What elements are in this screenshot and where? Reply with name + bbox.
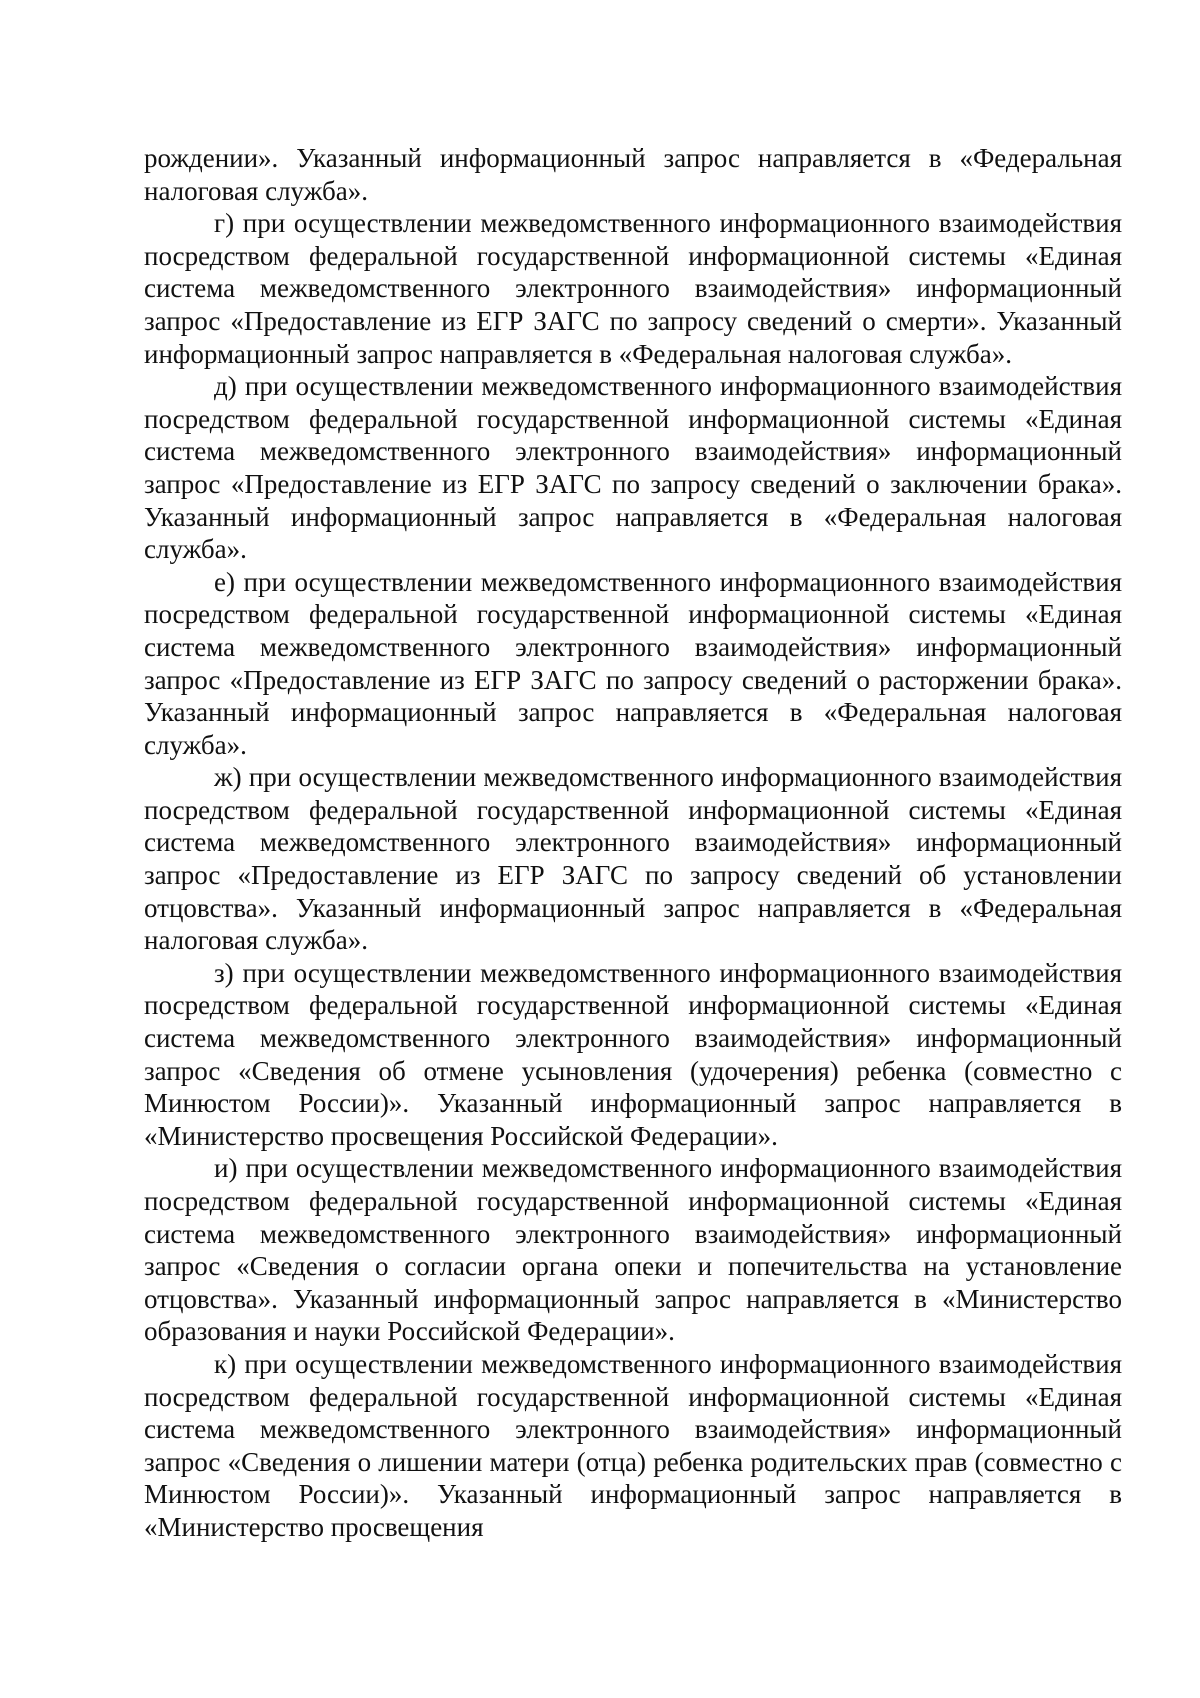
paragraph-item-g: г) при осуществлении межведомственного информационного взаимодействия посредством федеральной государственной информационной системы «Единая система межведомственного электронного взаимодействия» информационный запрос «Предоставление из ЕГР ЗАГС по запросу сведений о смерти». Указанный информационный запрос направляется в «Федеральная налоговая служба». — [144, 208, 1122, 369]
paragraph-item-d: д) при осуществлении межведомственного информационного взаимодействия посредством федеральной государственной информационной системы «Единая система межведомственного электронного взаимодействия» информационный запрос «Предоставление из ЕГР ЗАГС по запросу сведений о заключении брака». Указанный информационный запрос направляется в «Федеральная налоговая служба». — [144, 371, 1122, 565]
paragraph-item-k: к) при осуществлении межведомственного информационного взаимодействия посредством федеральной государственной информационной системы «Единая система межведомственного электронного взаимодействия» информационный запрос «Сведения о лишении матери (отца) ребенка родительских прав (совместно с Минюстом России)». Указанный информационный запрос направляется в «Министерство просвещения — [144, 1348, 1122, 1542]
document-body — [144, 142, 1122, 1544]
paragraph-item-z: з) при осуществлении межведомственного информационного взаимодействия посредством федеральной государственной информационной системы «Единая система межведомственного электронного взаимодействия» информационный запрос «Сведения об отмене усыновления (удочерения) ребенка (совместно с Минюстом России)». Указанный информационный запрос направляется в «Министерство просвещения Российской Федерации». — [144, 957, 1122, 1151]
paragraph-item-zh: ж) при осуществлении межведомственного информационного взаимодействия посредством федеральной государственной информационной системы «Единая система межведомственного электронного взаимодействия» информационный запрос «Предоставление из ЕГР ЗАГС по запросу сведений об установлении отцовства». Указанный информационный запрос направляется в «Федеральная налоговая служба». — [144, 762, 1122, 956]
paragraph-item-e: е) при осуществлении межведомственного информационного взаимодействия посредством федеральной государственной информационной системы «Единая система межведомственного электронного взаимодействия» информационный запрос «Предоставление из ЕГР ЗАГС по запросу сведений о расторжении брака». Указанный информационный запрос направляется в «Федеральная налоговая служба». — [144, 566, 1122, 760]
paragraph-item-i: и) при осуществлении межведомственного информационного взаимодействия посредством федеральной государственной информационной системы «Единая система межведомственного электронного взаимодействия» информационный запрос «Сведения о согласии органа опеки и попечительства на установление отцовства». Указанный информационный запрос направляется в «Министерство образования и науки Российской Федерации». — [144, 1153, 1122, 1347]
paragraph-continuation: рождении». Указанный информационный запрос направляется в «Федеральная налоговая служба». — [144, 143, 1122, 206]
